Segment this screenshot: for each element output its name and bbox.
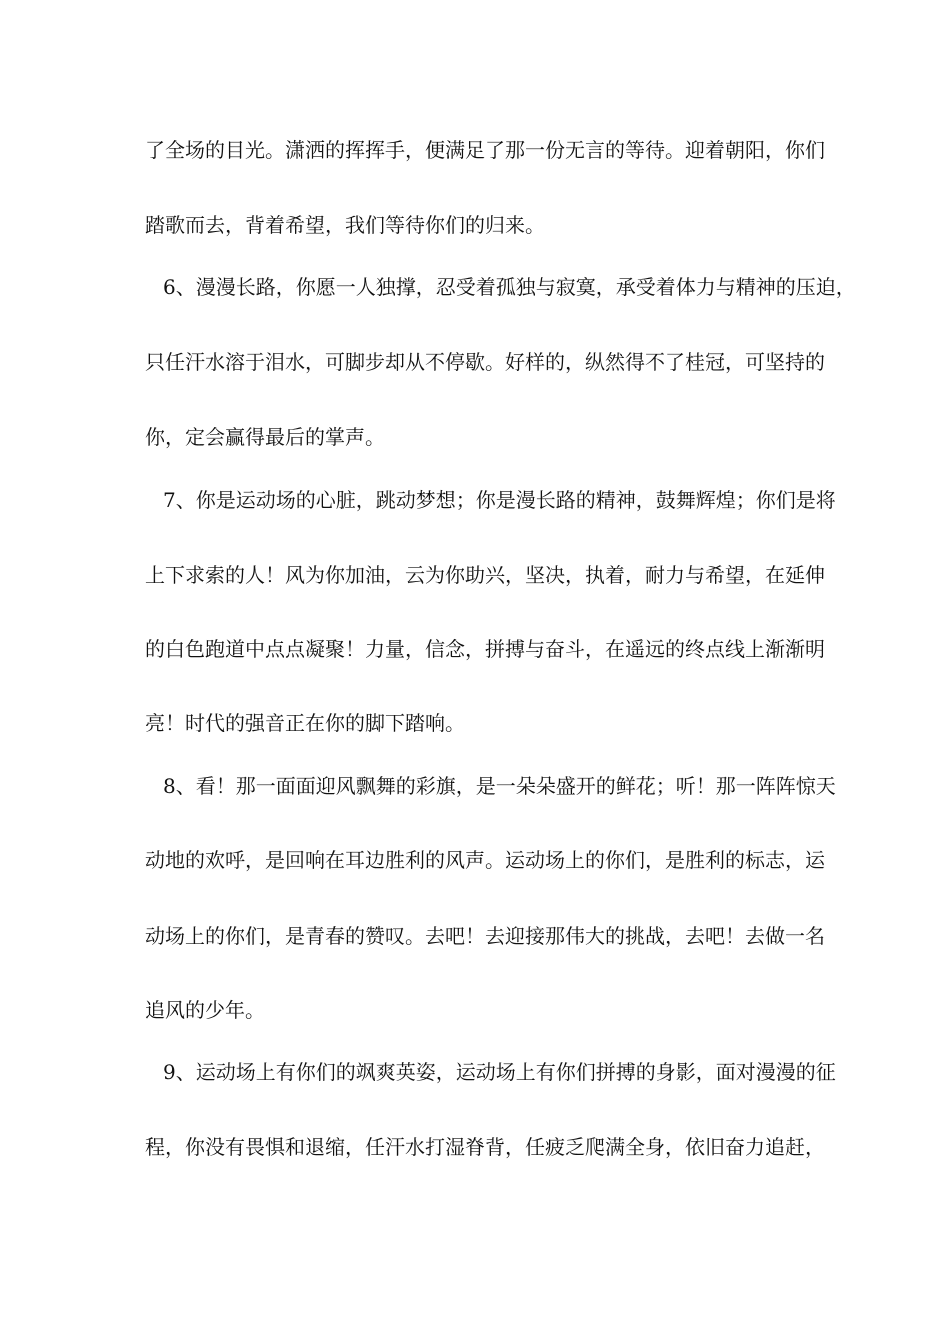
line-text: 上下求索的人！风为你加油，云为你助兴，坚决，执着，耐力与希望，在延伸 <box>145 563 825 587</box>
line-text: 、漫漫长路，你愿一人独撑，忍受着孤独与寂寞，承受着体力与精神的压迫， <box>175 275 856 299</box>
line-text: 追风的少年。 <box>145 998 265 1022</box>
text-line <box>145 922 825 950</box>
line-text: 踏歌而去，背着希望，我们等待你们的归来。 <box>145 213 545 237</box>
line-text: 亮！时代的强音正在你的脚下踏响。 <box>145 711 465 735</box>
paragraph-start-9 <box>163 1058 836 1086</box>
line-text: 只任汗水溶于泪水，可脚步却从不停歇。好样的，纵然得不了桂冠，可坚持的 <box>145 350 825 374</box>
paragraph-start-6 <box>163 273 856 301</box>
text-line <box>145 348 825 376</box>
line-text: 你，定会赢得最后的掌声。 <box>145 425 385 449</box>
text-line <box>145 423 385 451</box>
text-line <box>145 846 825 874</box>
line-text: 、运动场上有你们的飒爽英姿，运动场上有你们拼搏的身影，面对漫漫的征 <box>175 1060 836 1084</box>
text-line <box>145 1133 825 1161</box>
line-text: 了全场的目光。潇洒的挥挥手，便满足了那一份无言的等待。迎着朝阳，你们 <box>145 138 825 162</box>
text-line <box>145 561 825 589</box>
paragraph-start-7 <box>163 486 836 514</box>
text-line <box>145 709 465 737</box>
item-number: 9 <box>163 1060 176 1084</box>
line-text: 、你是运动场的心脏，跳动梦想；你是漫长路的精神，鼓舞辉煌；你们是将 <box>175 488 836 512</box>
item-number: 7 <box>163 488 176 512</box>
item-number: 6 <box>163 275 176 299</box>
line-text: 动地的欢呼，是回响在耳边胜利的风声。运动场上的你们，是胜利的标志，运 <box>145 848 825 872</box>
line-text: 动场上的你们，是青春的赞叹。去吧！去迎接那伟大的挑战，去吧！去做一名 <box>145 924 825 948</box>
paragraph-start-8 <box>163 772 836 800</box>
line-text: 程，你没有畏惧和退缩，任汗水打湿脊背，任疲乏爬满全身，依旧奋力追赶， <box>145 1135 825 1159</box>
item-number: 8 <box>163 774 176 798</box>
text-line <box>145 211 545 239</box>
line-text: 、看！那一面面迎风飘舞的彩旗，是一朵朵盛开的鲜花；听！那一阵阵惊天 <box>175 774 836 798</box>
text-line <box>145 996 265 1024</box>
line-text: 的白色跑道中点点凝聚！力量，信念，拼搏与奋斗，在遥远的终点线上渐渐明 <box>145 637 825 661</box>
text-line <box>145 136 825 164</box>
text-line <box>145 635 825 663</box>
